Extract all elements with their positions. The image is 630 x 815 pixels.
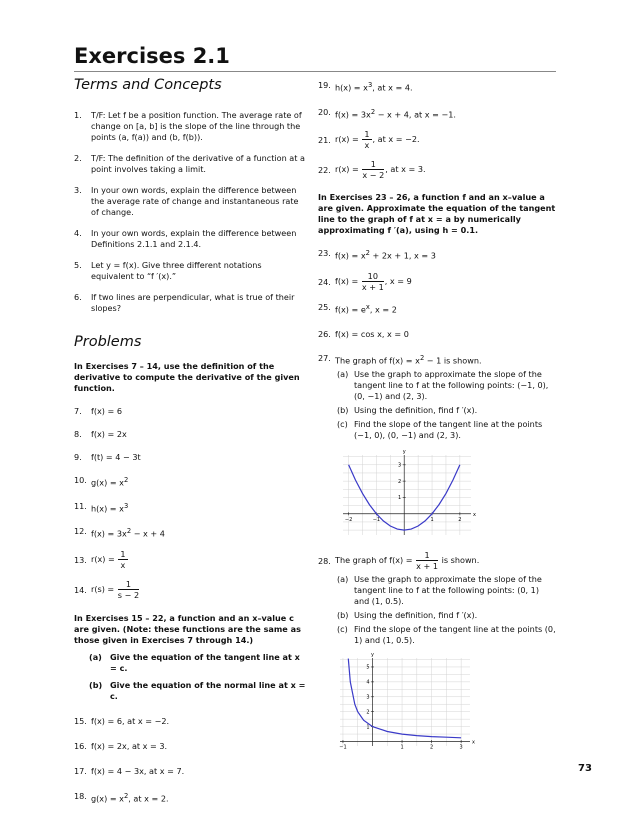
exercise-10: 10. $g(x) = x^2$	[74, 475, 129, 488]
y-tick-label: 4	[366, 680, 370, 687]
parabola-graph	[318, 447, 556, 542]
exercise-24: 24. f(x) = $\frac{10}{x + 1}$ , x = 9	[318, 271, 412, 293]
part-a-tangent: (a) Give the equation of the tangent line at x = c.	[89, 652, 300, 674]
instructions-15-22: In Exercises 15 – 22, a function and an x–value c are given. (Note: these functions are the same as those given in Exercises 7 through 14.)	[74, 613, 301, 646]
exercise-27-part-a: (a) Use the graph to approximate the slope of the tangent line to f at the following points: (−1, 0), (0, −1) and (2, 3).	[337, 369, 549, 402]
exercise-26: 26. f(x) = cos x, x = 0	[318, 328, 409, 339]
exercise-25: 25. $f(x) = e^x$, x = 2	[318, 302, 397, 315]
exercise-17: 17. f(x) = 4 − 3x, at x = 7.	[74, 766, 185, 777]
x-tick-label: −1	[339, 744, 347, 751]
y-tick-label: 3	[398, 462, 402, 469]
exercise-28: 28. The graph of f(x) = $\frac{1}{x + 1}$ is shown.	[318, 550, 480, 572]
part-b-normal: (b) Give the equation of the normal line at x = c.	[89, 680, 306, 702]
y-tick-label: 3	[366, 694, 370, 701]
page-title: Exercises 2.1	[74, 44, 230, 68]
left-column	[74, 76, 306, 805]
exercise-28-part-c: (c) Find the slope of the tangent line at the points (0, 1) and (1, 0.5).	[337, 624, 556, 646]
exercise-5: 5. Let y = f(x). Give three different notations equivalent to “f ′(x).”	[74, 260, 262, 281]
x-tick-label: 2	[458, 517, 462, 524]
exercise-15: 15. f(x) = 6, at x = −2.	[74, 716, 170, 727]
exercise-4: 4. In your own words, explain the difference between Definitions 2.1.1 and 2.1.4.	[74, 228, 297, 249]
exercise-27: 27. The graph of $f(x) = x^2 - 1$ is shown.	[318, 352, 482, 366]
exercise-20: 20. $f(x) = 3x^2 - x + 4$, at x = −1.	[318, 106, 456, 120]
exercise-14: 14. r(s) = $\frac{1}{s - 2}$	[74, 579, 140, 601]
x-tick-label: 3	[459, 744, 463, 751]
x-tick-label: −1	[372, 517, 381, 524]
exercise-22: 22. r(x) = $\frac{1}{x - 2}$ , at x = 3.	[318, 159, 426, 181]
x-tick-label: 1	[430, 517, 434, 524]
exercise-28-part-a: (a) Use the graph to approximate the slope of the tangent line to f at the following points: (0, 1) and (1, 0.5).	[337, 574, 542, 607]
page-number: 73	[578, 763, 592, 774]
exercise-16: 16. f(x) = 2x, at x = 3.	[74, 741, 168, 752]
x-tick-label: 1	[400, 744, 404, 751]
x-axis-label: x	[472, 739, 475, 746]
title-rule	[74, 71, 556, 72]
exercise-21: 21. r(x) = $\frac{1}{x}$ , at x = −2.	[318, 129, 420, 151]
exercise-7: 7. f(x) = 6	[74, 406, 123, 416]
exercise-27-part-c: (c) Find the slope of the tangent line at the points (−1, 0), (0, −1) and (2, 3).	[337, 419, 543, 441]
y-tick-label: 1	[366, 724, 370, 731]
y-tick-label: 5	[366, 665, 370, 672]
exercise-9: 9. f(t) = 4 − 3t	[74, 452, 141, 462]
function-curve	[348, 659, 461, 738]
y-tick-label: 1	[398, 495, 402, 502]
exercise-23: 23. $f(x) = x^2 + 2x + 1$, x = 3	[318, 248, 436, 262]
exercise-28-part-b: (b) Using the definition, find f ′(x).	[337, 610, 478, 621]
problems-heading: Problems	[74, 334, 142, 350]
x-tick-label: −2	[344, 517, 353, 524]
exercise-12: 12. $f(x) = 3x^2 - x + 4$	[74, 526, 165, 540]
exercise-11: 11. $h(x) = x^3$	[74, 500, 129, 514]
instructions-7-14: In Exercises 7 – 14, use the definition of the derivative to compute the derivative of the given function.	[74, 361, 300, 393]
exercise-27-part-b: (b) Using the definition, find f ′(x).	[337, 405, 478, 416]
y-axis-label: y	[402, 449, 406, 456]
y-tick-label: 2	[398, 479, 402, 486]
y-tick-label: 2	[366, 709, 370, 716]
x-axis-label: x	[473, 512, 476, 519]
exercise-18: 18. $g(x) = x^2$, at x = 2.	[74, 791, 169, 804]
y-axis-label: y	[371, 652, 374, 659]
x-tick-label: 2	[429, 744, 434, 751]
exercise-6: 6. If two lines are perpendicular, what is true of their slopes?	[74, 292, 295, 313]
exercise-3: 3. In your own words, explain the difference between the average rate of change and instantaneous rate of change.	[74, 185, 299, 217]
exercise-19: 19. $h(x) = x^3$, at x = 4.	[318, 80, 413, 93]
exercise-8: 8. f(x) = 2x	[74, 429, 127, 439]
exercise-2: 2. T/F: The definition of the derivative of a function at a point involves taking a limit.	[74, 153, 305, 174]
right-column	[318, 76, 556, 752]
instructions-23-26: In Exercises 23 – 26, a function f and an x–value a are given. Approximate the equation of the tangent line to the graph of f at x = a by numerically approximating f ′(a), using h = 0.1.	[318, 192, 556, 236]
reciprocal-graph	[318, 652, 556, 752]
terms-heading: Terms and Concepts	[74, 77, 222, 93]
exercise-13: 13. r(x) = $\frac{1}{x}$	[74, 549, 126, 571]
exercise-1: 1. T/F: Let f be a position function. The average rate of change on [a, b] is the slope of the line through the points (a, f(a)) and (b, f(b)).	[74, 110, 302, 142]
